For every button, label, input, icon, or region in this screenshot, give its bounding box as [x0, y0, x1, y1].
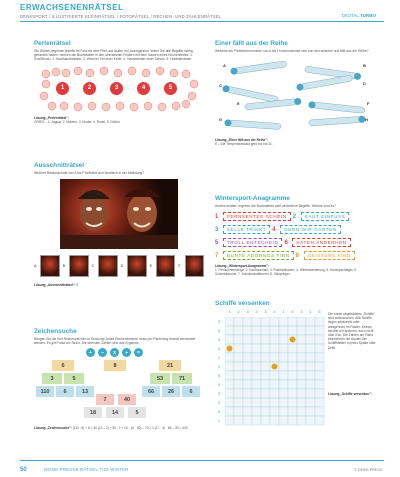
schiffe-cell[interactable] [306, 326, 315, 335]
schiffe-cell[interactable] [315, 416, 324, 425]
perlenraetsel-panel [34, 40, 204, 145]
schiffe-cell[interactable] [270, 398, 279, 407]
ausschnitt-panel [34, 162, 204, 312]
ausschnitt-thumbs [34, 255, 204, 277]
schiffe-cell[interactable] [243, 317, 252, 326]
perle-4: 4 [137, 82, 150, 95]
schiffe-cell[interactable] [234, 353, 243, 362]
ausschnitt-text: Welcher Bildausschnitt von A bis F befindet sich identisch in der Abbildung? [34, 171, 145, 175]
schiffe-cell[interactable] [234, 317, 243, 326]
perlenraetsel-title: Perlenrätsel [34, 40, 71, 47]
page-title: ERWACHSENENRÄTSEL [20, 3, 124, 12]
schiffe-cell[interactable] [243, 362, 252, 371]
schiffe-cell[interactable] [297, 326, 306, 335]
masks-photo [60, 179, 178, 249]
schiffe-cell[interactable] [297, 416, 306, 425]
ausschnitt-solution [34, 283, 204, 287]
ausschnitt-title: Ausschnitträtsel [34, 162, 85, 169]
schiffe-cell[interactable] [243, 371, 252, 380]
schiffe-cell[interactable] [288, 353, 297, 362]
pyr-row3-4: 66 [142, 386, 160, 397]
faellt-text: Welches der Fieberthermometer von A bis H unterscheidet sich von den anderen und fällt aus der Reihe? [215, 49, 369, 53]
therm-label-a: A [223, 63, 226, 69]
schiffe-col-numbers [225, 309, 324, 314]
anagramm-word-5: TROLL ENTSCHEID [223, 238, 282, 247]
ship-hint [272, 364, 278, 370]
schiffe-cell[interactable] [243, 407, 252, 416]
schiffe-cell[interactable] [225, 416, 234, 425]
op-divide: ÷ [122, 348, 131, 357]
op-times: x [110, 348, 119, 357]
perle-3: 3 [110, 82, 123, 95]
schiffe-cell[interactable] [315, 398, 324, 407]
zeichen-pyramid [34, 348, 204, 426]
schiffe-cell[interactable] [252, 407, 261, 416]
schiffe-cell[interactable] [315, 353, 324, 362]
masks-illustration [60, 179, 178, 249]
schiffe-col-number: 3 [246, 309, 249, 314]
thumb-label-f: F [178, 264, 181, 269]
pyr-row3-5: 26 [162, 386, 180, 397]
pyr-top-3: 21 [159, 360, 181, 371]
schiffe-row-number: 3 [217, 400, 221, 405]
page-subtitle: DENKSPORT / ILLUSTRIERTE KLEINRÄTSEL / FOTORÄTSEL / RECHEN- UND ZAHLENRÄTSEL [20, 14, 222, 19]
schiffe-cell[interactable] [288, 380, 297, 389]
schiffe-cell[interactable] [297, 371, 306, 380]
schiffe-cell[interactable] [270, 344, 279, 353]
schiffe-cell[interactable] [297, 380, 306, 389]
schiffe-cell[interactable] [270, 326, 279, 335]
schiffe-cell[interactable] [225, 335, 234, 344]
schiffe-solution-label: Lösung „Schiffe versenken": [328, 392, 372, 396]
schiffe-cell[interactable] [279, 344, 288, 353]
schiffe-col-number: 3 [228, 309, 231, 314]
schiffe-row-number: 3 [217, 337, 221, 342]
pyr-row3-3: 13 [76, 386, 94, 397]
schiffe-cell[interactable] [288, 389, 297, 398]
schiffe-cell[interactable] [306, 389, 315, 398]
schiffe-cell[interactable] [234, 389, 243, 398]
perlen-graphic [34, 64, 204, 112]
brand-label: TURBO [360, 13, 376, 18]
schiffe-cell[interactable] [261, 335, 270, 344]
schiffe-cell[interactable] [252, 362, 261, 371]
footer-copyright: © DEIKE PRESS [354, 468, 382, 472]
schiffe-cell[interactable] [315, 389, 324, 398]
schiffe-cell[interactable] [306, 362, 315, 371]
schiffe-cell[interactable] [306, 317, 315, 326]
schiffe-cell[interactable] [252, 317, 261, 326]
schiffe-cell[interactable] [225, 362, 234, 371]
schiffe-cell[interactable] [252, 371, 261, 380]
schiffe-cell[interactable] [261, 407, 270, 416]
pyr-mid-3: 53 [150, 373, 170, 384]
schiffe-cell[interactable] [270, 416, 279, 425]
zeichensuche-solution [34, 426, 204, 430]
schiffe-cell[interactable] [261, 317, 270, 326]
anagramme-solution [215, 264, 375, 276]
pyr-mid-2: 5 [64, 373, 84, 384]
schiffe-cell[interactable] [234, 344, 243, 353]
schiffe-cell[interactable] [234, 371, 243, 380]
faellt-title: Einer fällt aus der Reihe [215, 40, 288, 47]
schiffe-cell[interactable] [243, 380, 252, 389]
schiffe-text: Die unten abgebildeten „Schiffe" sind aufzusuchen. Alle Schiffe liegen senkrecht oder waagerecht im Raster. Keines berührt ein anderes, auch nicht über Eck. Die Zahlen am Rand bezeichnen die Anzahl der Schiffsfelder in jeder Spalte oder Zeile. [328, 312, 376, 350]
schiffe-cell[interactable] [288, 344, 297, 353]
perlenraetsel-solution-label: Lösung „Perlenrätsel": [34, 115, 69, 120]
zeichensuche-text: Bringen Sie die fünf Rechenzeichen in Ordnung! Jedes Rechenzeichen muss pro Rechnung einmal verwendet werden. Es gilt Punkt vor Strich. Die obersten Zahlen sind das Ergebnis. [34, 337, 196, 346]
schiffe-cell[interactable] [288, 362, 297, 371]
ship-hint [227, 346, 233, 352]
page-number: 50 [20, 467, 27, 473]
ship-hint [290, 337, 296, 343]
schiffe-cell[interactable] [252, 326, 261, 335]
thumb-d [127, 255, 146, 277]
ausschnitt-solution-label: Lösung „Ausschnitträtsel": [34, 283, 76, 288]
anagramme-solution-text: 1. Fehlschneehänge, 2. Kaufraumlauf, 3. Rodelartkarten, 4. Winterwanderung, 5. Hockeyschläger, 6. Schneekanone, 7. Snowboardfahrerin, 8. Skispringer [215, 268, 357, 277]
thumb-label-a: A [34, 264, 37, 269]
zeichensuche-panel [34, 328, 204, 448]
ausschnitt-solution-text: E [76, 283, 79, 288]
schiffe-cell[interactable] [279, 371, 288, 380]
schiffe-row-number: 2 [217, 364, 221, 369]
perle-2: 2 [83, 82, 96, 95]
schiffe-row-number: 3 [217, 382, 221, 387]
schiffe-cell[interactable] [225, 389, 234, 398]
schiffe-cell[interactable] [234, 326, 243, 335]
schiffe-cell[interactable] [279, 398, 288, 407]
faellt-solution-text: E – Die Temperaturskala geht nur bis 41. [215, 142, 273, 147]
schiffe-cell[interactable] [297, 362, 306, 371]
schiffe-row-number: 3 [217, 391, 221, 396]
schiffe-panel [215, 300, 375, 450]
schiffe-cell[interactable] [225, 371, 234, 380]
schiffe-grid [225, 317, 325, 427]
pyr-row5-2: 14 [106, 407, 124, 418]
schiffe-cell[interactable] [234, 398, 243, 407]
zeichen-ops [86, 348, 143, 357]
schiffe-cell[interactable] [252, 416, 261, 425]
schiffe-cell[interactable] [225, 407, 234, 416]
thumb-c [98, 255, 117, 277]
schiffe-cell[interactable] [243, 344, 252, 353]
zeichensuche-solution-label: Lösung „Zeichensuche": [34, 426, 72, 431]
therm-label-f: F [367, 101, 370, 107]
schiffe-cell[interactable] [252, 344, 261, 353]
perlenraetsel-solution [34, 116, 204, 124]
schiffe-cell[interactable] [252, 398, 261, 407]
schiffe-cell[interactable] [234, 407, 243, 416]
schiffe-cell[interactable] [243, 398, 252, 407]
schiffe-cell[interactable] [297, 344, 306, 353]
pyr-row4-2: 40 [118, 394, 136, 405]
schiffe-cell[interactable] [270, 389, 279, 398]
schiffe-col-number: 3 [264, 309, 267, 314]
pyr-row5-3: 5 [128, 407, 146, 418]
schiffe-row-number: 1 [217, 418, 221, 423]
schiffe-cell[interactable] [306, 335, 315, 344]
therm-label-c: C [219, 83, 222, 89]
schiffe-cell[interactable] [270, 317, 279, 326]
therm-label-e: E [237, 101, 240, 107]
schiffe-cell[interactable] [288, 371, 297, 380]
schiffe-cell[interactable] [270, 380, 279, 389]
header-rule [20, 21, 384, 22]
schiffe-cell[interactable] [297, 317, 306, 326]
thumb-label-d: D [120, 264, 124, 269]
thumb-label-c: C [91, 264, 95, 269]
schiffe-cell[interactable] [306, 398, 315, 407]
schiffe-cell[interactable] [315, 371, 324, 380]
schiffe-cell[interactable] [243, 335, 252, 344]
schiffe-cell[interactable] [261, 380, 270, 389]
anagramm-num-3: 3 [215, 226, 219, 233]
header-brand [342, 13, 376, 18]
thumb-label-b: B [62, 264, 66, 269]
schiffe-cell[interactable] [315, 335, 324, 344]
thumb-label-e: E [149, 264, 152, 269]
therm-label-d: D [363, 81, 366, 87]
schiffe-cell[interactable] [270, 353, 279, 362]
schiffe-cell[interactable] [279, 317, 288, 326]
anagramme-text: Anders sortiert, ergeben die Buchstaben acht winterliche Begriffe. Welche sind es? [215, 204, 336, 208]
schiffe-cell[interactable] [252, 389, 261, 398]
pyr-mid-4: 71 [172, 373, 192, 384]
perlenraetsel-text: Die Wörter beginnen jeweils im Feld mit dem Pfeil und laufen im Uhrzeigersinn. Wenn Sie alle Begriffe richtig gefunden haben, nennen die Buchstaben in den übersetzten Feldern mit dem Namen eines Kirchenfestes. 1. Großfürstin, 2. Kaufhausbesitzer, 3. Welcher Teil einer Kette, 4. Hausmeister einer Schule, 5. Huldelehäuser [34, 49, 193, 62]
schiffe-cell[interactable] [261, 344, 270, 353]
schiffe-cell[interactable] [315, 326, 324, 335]
schiffe-col-number: 2 [237, 309, 240, 314]
zeichensuche-title: Zeichensuche [34, 328, 77, 335]
schiffe-cell[interactable] [261, 326, 270, 335]
op-plus: + [86, 348, 95, 357]
op-minus: – [98, 348, 107, 357]
schiffe-cell[interactable] [288, 407, 297, 416]
schiffe-board [215, 309, 325, 439]
schiffe-cell[interactable] [243, 389, 252, 398]
schiffe-row-number: 5 [217, 373, 221, 378]
perlenraetsel-solution-text: GRIEG – 1. Jaguar, 2. Mauern, 3. Kinder, 4. Rodel, 5. Gelöst [34, 119, 120, 124]
schiffe-cell[interactable] [279, 380, 288, 389]
schiffe-cell[interactable] [225, 326, 234, 335]
op-equals: = [134, 348, 143, 357]
perle-5: 5 [164, 82, 177, 95]
anagramm-num-6: 6 [284, 239, 288, 246]
schiffe-cell[interactable] [288, 317, 297, 326]
schiffe-cell[interactable] [234, 380, 243, 389]
schiffe-cell[interactable] [261, 416, 270, 425]
anagramm-word-6: KATEN ANDERHEN [292, 238, 350, 247]
perle-1: 1 [56, 82, 69, 95]
faellt-solution [215, 138, 375, 146]
schiffe-cell[interactable] [243, 416, 252, 425]
anagramm-word-7: BUNTE ADORNOS FIRN [223, 251, 294, 260]
schiffe-row-number: 4 [217, 346, 221, 351]
anagramm-row-4 [215, 251, 375, 260]
schiffe-cell[interactable] [252, 380, 261, 389]
anagramm-word-4: DENN WIR GARTEN [280, 225, 341, 234]
anagramm-word-3: SELLE TRINKT [223, 225, 270, 234]
schiffe-cell[interactable] [225, 398, 234, 407]
schiffe-cell[interactable] [315, 317, 324, 326]
digital-label: DIGITAL [341, 13, 359, 18]
thermometers [215, 55, 375, 133]
schiffe-cell[interactable] [306, 353, 315, 362]
schiffe-cell[interactable] [279, 362, 288, 371]
schiffe-cell[interactable] [261, 371, 270, 380]
schiffe-title: Schiffe versenken [215, 300, 270, 307]
schiffe-col-number: 6 [291, 309, 294, 314]
schiffe-col-number: 6 [318, 309, 321, 314]
pyr-row4-1: 7 [96, 394, 114, 405]
therm-label-b: B [363, 63, 366, 69]
schiffe-cell[interactable] [279, 407, 288, 416]
schiffe-cell[interactable] [225, 380, 234, 389]
schiffe-row-numbers [215, 317, 223, 425]
thumb-e [156, 255, 175, 277]
anagramm-num-5: 5 [215, 239, 219, 246]
schiffe-cell[interactable] [306, 407, 315, 416]
schiffe-cell[interactable] [252, 335, 261, 344]
schiffe-cell[interactable] [288, 326, 297, 335]
schiffe-col-number: 3 [300, 309, 303, 314]
zeichensuche-solution-text: (110 : 5) + 8 = 30 (13 – 2) = 50 ; 7 + 16 – (8 · 40) – 70 = 1 (17 · 4) · 66 – 30 = 443 [72, 426, 188, 431]
pyr-top-2: 8 [104, 360, 126, 371]
schiffe-cell[interactable] [252, 353, 261, 362]
schiffe-cell[interactable] [225, 353, 234, 362]
schiffe-col-number: 3 [255, 309, 258, 314]
schiffe-cell[interactable] [306, 380, 315, 389]
pyr-row5-1: 18 [84, 407, 102, 418]
schiffe-cell[interactable] [306, 371, 315, 380]
schiffe-cell[interactable] [261, 398, 270, 407]
schiffe-cell[interactable] [279, 335, 288, 344]
anagramme-panel [215, 195, 375, 295]
schiffe-cell[interactable] [270, 371, 279, 380]
schiffe-cell[interactable] [279, 353, 288, 362]
schiffe-cell[interactable] [261, 362, 270, 371]
pyr-top-1: 6 [52, 360, 74, 371]
schiffe-cell[interactable] [297, 407, 306, 416]
perlen-circles [56, 82, 177, 95]
schiffe-cell[interactable] [270, 407, 279, 416]
schiffe-solution [328, 392, 376, 396]
schiffe-cell[interactable] [297, 398, 306, 407]
schiffe-cell[interactable] [279, 326, 288, 335]
anagramm-num-4: 4 [272, 226, 276, 233]
thumb-b [69, 255, 88, 277]
footer-rule [20, 460, 384, 461]
therm-label-h: H [365, 117, 368, 123]
schiffe-row-number: 5 [217, 409, 221, 414]
schiffe-cell[interactable] [279, 389, 288, 398]
schiffe-cell[interactable] [234, 416, 243, 425]
anagramm-num-7: 7 [215, 252, 219, 259]
anagramm-word-1: FERNSEHTEE SCHEIN [223, 212, 291, 221]
schiffe-cell[interactable] [315, 380, 324, 389]
schiffe-row-number: 5 [217, 328, 221, 333]
schiffe-cell[interactable] [315, 344, 324, 353]
anagramm-row-1 [215, 212, 375, 221]
schiffe-cell[interactable] [315, 362, 324, 371]
schiffe-row-number: 1 [217, 355, 221, 360]
schiffe-cell[interactable] [306, 344, 315, 353]
schiffe-cell[interactable] [234, 335, 243, 344]
thumb-a [40, 255, 59, 277]
anagramme-solution-label: Lösung „Wintersport-Anagramme": [215, 264, 269, 269]
schiffe-cell[interactable] [261, 389, 270, 398]
pyr-row3-1: 110 [36, 386, 54, 397]
schiffe-cell[interactable] [297, 335, 306, 344]
schiffe-col-number: 1 [309, 309, 312, 314]
schiffe-cell[interactable] [243, 353, 252, 362]
faellt-solution-label: Lösung „Einer fällt aus der Reihe": [215, 138, 268, 143]
therm-label-g: G [219, 117, 223, 123]
anagramm-num-1: 1 [215, 213, 219, 220]
schiffe-cell[interactable] [297, 389, 306, 398]
anagramme-title: Wintersport-Anagramme [215, 195, 290, 202]
schiffe-cell[interactable] [243, 326, 252, 335]
schiffe-cell[interactable] [234, 362, 243, 371]
schiffe-cell[interactable] [297, 353, 306, 362]
pyr-row3-6: 6 [182, 386, 200, 397]
anagramm-word-8: GEISTERS KIND [304, 251, 355, 260]
schiffe-cell[interactable] [279, 416, 288, 425]
schiffe-col-number: 4 [273, 309, 276, 314]
anagramm-word-2: KAUT EINFUSS [301, 212, 350, 221]
anagramm-row-3 [215, 238, 375, 247]
schiffe-row-number: 3 [217, 319, 221, 324]
schiffe-cell[interactable] [225, 317, 234, 326]
footer-text: DEINE PRESSE RÄTSEL 7/23 WINTER [44, 467, 129, 472]
pyr-mid-1: 3 [42, 373, 62, 384]
schiffe-cell[interactable] [315, 407, 324, 416]
anagramm-num-2: 2 [292, 213, 297, 220]
anagramm-num-8: 8 [295, 252, 299, 259]
schiffe-cell[interactable] [288, 416, 297, 425]
thumb-f [185, 255, 204, 277]
schiffe-cell[interactable] [306, 416, 315, 425]
pyr-row3-2: 6 [56, 386, 74, 397]
faellt-panel [215, 40, 375, 150]
schiffe-cell[interactable] [288, 398, 297, 407]
schiffe-cell[interactable] [270, 335, 279, 344]
schiffe-col-number: 1 [282, 309, 285, 314]
schiffe-cell[interactable] [261, 353, 270, 362]
anagramm-row-2 [215, 225, 375, 234]
